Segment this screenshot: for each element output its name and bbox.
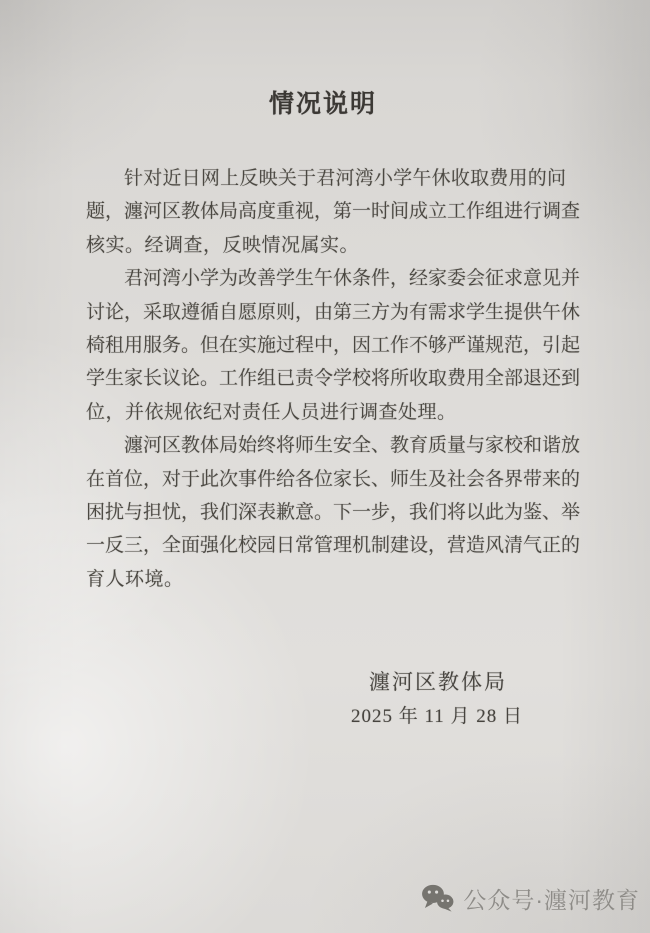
document-signature: 瀍河区教体局	[369, 670, 507, 694]
document-line: 一反三，全面强化校园日常管理机制建设，营造风清气正的	[86, 535, 581, 557]
document-line: 瀍河区教体局始终将师生安全、教育质量与家校和谐放	[124, 435, 581, 457]
document-line: 学生家长议论。工作组已责令学校将所收取费用全部退还到	[86, 368, 581, 390]
watermark-label: 公众号·瀍河教育	[463, 886, 640, 913]
document-line: 椅租用服务。但在实施过程中，因工作不够严谨规范，引起	[86, 334, 581, 356]
document-line: 在首位，对于此次事件给各位家长、师生及社会各界带来的	[86, 468, 581, 490]
document-line: 核实。经调查，反映情况属实。	[86, 234, 360, 256]
document-line: 针对近日网上反映关于君河湾小学午休收取费用的问	[124, 168, 566, 189]
document-line: 讨论，采取遵循自愿原则，由第三方为有需求学生提供午休	[86, 301, 581, 323]
document-line: 育人环境。	[86, 568, 184, 590]
watermark	[421, 882, 640, 914]
document-line: 困扰与担忧，我们深表歉意。下一步，我们将以此为鉴、举	[86, 501, 581, 523]
document-date: 2025 年 11 月 28 日	[350, 706, 524, 727]
document-body	[86, 162, 581, 596]
document-line: 君河湾小学为改善学生午休条件，经家委会征求意见并	[124, 268, 581, 290]
document-title: 情况说明	[268, 91, 377, 118]
document-line: 题，瀍河区教体局高度重视，第一时间成立工作组进行调查	[86, 201, 581, 223]
document-line: 位，并依规依纪对责任人员进行调查处理。	[86, 401, 457, 423]
wechat-icon	[421, 883, 454, 913]
